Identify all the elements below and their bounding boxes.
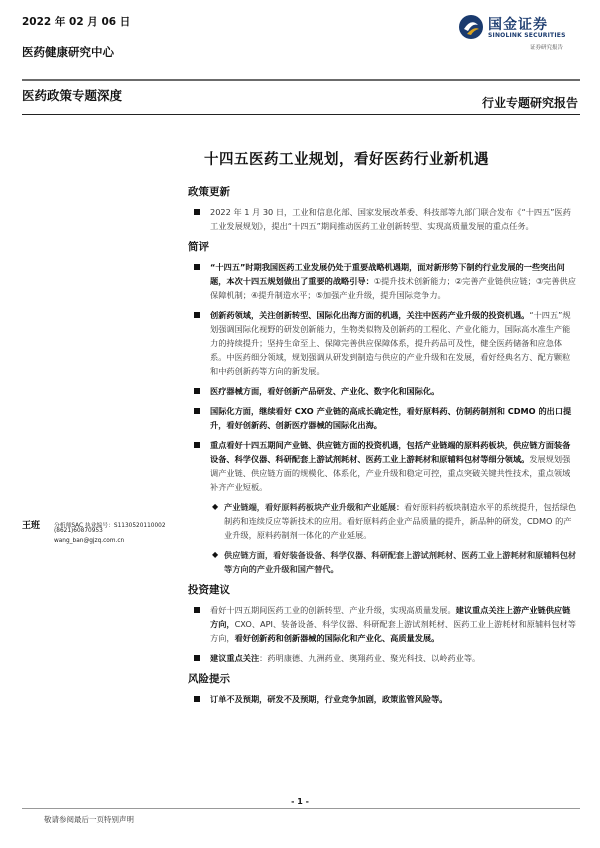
report-type: 行业专题研究报告: [481, 96, 578, 110]
review-item: 国际化方面，继续看好 CXO 产业链的高成长确定性，看好原料药、仿制药制剂和 CDMO 的出口提升，看好创新药、创新医疗器械的国际化出海。: [188, 404, 578, 432]
diamond-bullet-icon: ◆: [212, 550, 219, 559]
risk-heading: 风险提示: [188, 673, 230, 685]
square-bullet-icon: [194, 655, 200, 661]
footer-divider: [22, 808, 580, 809]
square-bullet-icon: [194, 264, 200, 270]
square-bullet-icon: [194, 607, 200, 613]
square-bullet-icon: [194, 388, 200, 394]
logo-text-cn: 国金证券: [488, 17, 548, 33]
author-block: [22, 518, 187, 544]
policy-item: 2022 年 1 月 30 日，工业和信息化部、国家发展改革委、科技部等九部门联合发布《“十四五”医药工业发展规划》，提出“十四五”期间推动医药工业创新转型、实现高质量发展的重点任务。: [188, 205, 578, 233]
invest-item: 建议重点关注：药明康德、九洲药业、奥翔药业、聚光科技、以岭药业等。: [188, 651, 578, 665]
review-item: 创新药领域，关注创新转型、国际化出海方面的机遇，关注中医药产业升级的投资机遇。“十四五”规划强调国际化视野的研发创新能力，生物类似物及创新药的工程化、产业化能力，国际高水准生产能力的持续提升；坚持生命至上、保障完善供应保障体系，提升药品可及性，健全医药储备和应急体系。中医药细分领域，规划强调从研发到制造与供应的产业升级和在发展，看好经典名方、配方颗粒和中药创新药等方向的新发展。: [188, 308, 578, 378]
report-body: [188, 184, 578, 712]
review-subitem: ◆ 供应链方面，看好装备设备、科学仪器、科研配套上游试剂耗材、医药工业上游耗材和原辅料包材等方向的产业升级和国产替代。: [212, 550, 577, 574]
square-bullet-icon: [194, 312, 200, 318]
page-number: - 1 -: [291, 797, 309, 806]
review-item: 医疗器械方面，看好创新产品研发、产业化、数字化和国际化。: [188, 384, 578, 398]
policy-heading: 政策更新: [188, 186, 230, 198]
author-email[interactable]: wang_ban@gjzq.com.cn: [54, 538, 125, 544]
square-bullet-icon: [194, 442, 200, 448]
author-license: 分析师SAC 执业编号：S1130520110002: [54, 523, 166, 529]
square-bullet-icon: [194, 408, 200, 414]
report-date: 2022 年 02 月 06 日: [22, 16, 131, 28]
research-center: 医药健康研究中心: [22, 45, 114, 59]
diamond-bullet-icon: ◆: [212, 502, 219, 511]
invest-item: 看好十四五期间医药工业的创新转型、产业升级，实现高质量发展。建议重点关注上游产业链供应链方向，CXO、API、装备设备、科学仪器、科研配套上游试剂耗材、医药工业上游耗材和原辅料包材等方向，看好创新药和创新器械的国际化和产业化、高质量发展。: [188, 603, 578, 645]
page-title: 十四五医药工业规划，看好医药行业新机遇: [204, 152, 489, 168]
square-bullet-icon: [194, 696, 200, 702]
header-divider-top: [22, 79, 580, 81]
sinolink-logo: [458, 12, 580, 54]
square-bullet-icon: [194, 209, 200, 215]
author-phone: (8621)60870953: [54, 528, 103, 534]
review-item: “十四五”时期我国医药工业发展仍处于重要战略机遇期，面对新形势下制约行业发展的一些突出问题，本次十四五规划做出了重要的战略引导：①提升技术创新能力；②完善产业链供应链；③完善供应保障机制；④提升制造水平；⑤加强产业升级，提升国际竞争力。: [188, 260, 578, 302]
review-subitem: ◆ 产业链端，看好原料药板块产业升级和产业延展：看好原料药板块制造水平的系统提升，包括绿色制药和连续反应等新技术的应用。看好原料药企业产品质量的提升，新品种的研发，CDMO 的产业升级，原料药制剂一体化的产业延展。: [212, 502, 577, 540]
header-divider-bottom: [22, 114, 580, 115]
review-heading: 简评: [188, 241, 209, 253]
section-title: 医药政策专题深度: [22, 88, 123, 103]
invest-heading: 投资建议: [188, 584, 230, 596]
sinolink-logo-icon: [458, 14, 484, 40]
risk-item: 订单不及预期，研发不及预期，行业竞争加剧，政策监管风险等。: [188, 692, 578, 706]
footer-disclaimer: 敬请参阅最后一页特别声明: [44, 815, 134, 824]
review-item: 重点看好十四五期间产业链、供应链方面的投资机遇，包括产业链端的原料药板块，供应链方面装备设备、科学仪器、科研配套上游试剂耗材、医药工业上游耗材和原辅料包材等细分领域。发展规划强调产业链、供应链方面的规模化、体系化，产业升级和稳定可控，重点突破关键共性技术，重点领域补齐产业短板。: [188, 438, 578, 494]
author-name: 王班: [22, 521, 41, 531]
logo-subtitle: 证券研究报告: [530, 45, 564, 51]
logo-text-en: SINOLINK SECURITIES: [488, 32, 566, 39]
